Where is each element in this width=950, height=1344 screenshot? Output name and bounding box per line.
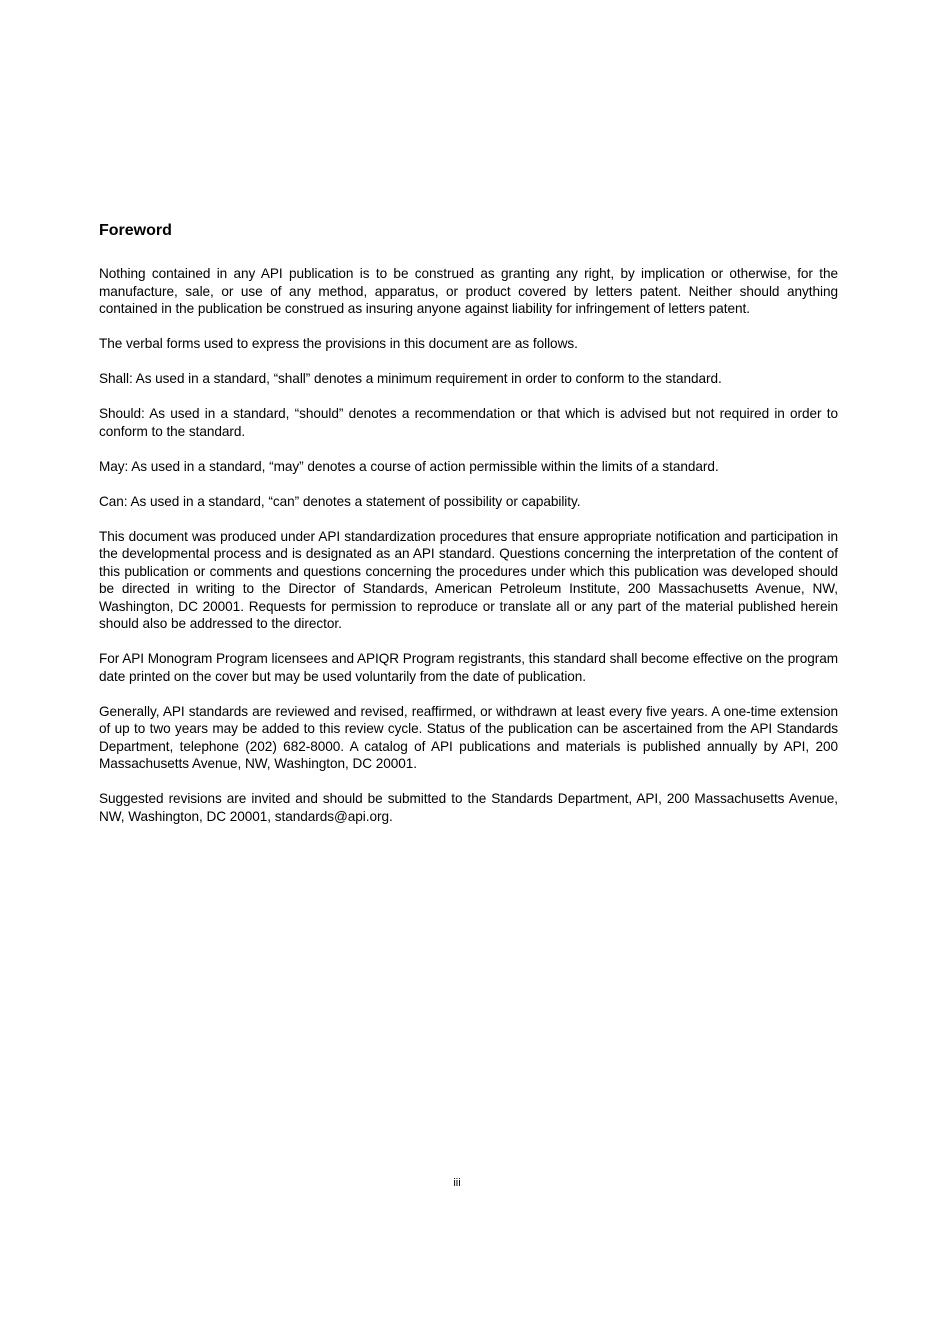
paragraph-verbal-forms-intro: The verbal forms used to express the provisions in this document are as follows. xyxy=(99,336,578,351)
paragraph-monogram-effective-date: For API Monogram Program licensees and APIQR Program registrants, this standard shall become effective on the program date printed on the cover but may be used voluntarily from the date of publication. xyxy=(99,651,838,684)
paragraph-standardization-procedures: This document was produced under API standardization procedures that ensure appropriate notification and participation in the developmental process and is designated as an API standard. Questions concerning the interpretation of the content of this publication or comments and questions concerning the procedures under which this publication was developed should be directed in writing to the Director of Standards, American Petroleum Institute, 200 Massachusetts Avenue, NW, Washington, DC 20001. Requests for permission to reproduce or translate all or any part of the material published herein should also be addressed to the director. xyxy=(99,528,838,631)
paragraph-may-definition: May: As used in a standard, “may” denotes a course of action permissible within the limits of a standard. xyxy=(99,458,719,474)
paragraph-shall-definition: Shall: As used in a standard, “shall” denotes a minimum requirement in order to conform to the standard. xyxy=(99,371,722,386)
paragraph-should-definition: Should: As used in a standard, “should” denotes a recommendation or that which is advised but not required in order to conform to the standard. xyxy=(99,406,838,439)
paragraph-suggested-revisions: Suggested revisions are invited and should be submitted to the Standards Department, API, 200 Massachusetts Avenue, NW, Washington, DC 20001, standards@api.org. xyxy=(99,791,838,824)
paragraph-can-definition: Can: As used in a standard, “can” denotes a statement of possibility or capability. xyxy=(99,493,581,509)
page-title: Foreword xyxy=(99,222,172,239)
page-number: iii xyxy=(453,1177,461,1189)
foreword-body xyxy=(99,265,838,843)
paragraph-patent-disclaimer: Nothing contained in any API publication is to be construed as granting any right, by implication or otherwise, for the manufacture, sale, or use of any method, apparatus, or product covered by letters patent. Neither should anything contained in the publication be construed as insuring anyone against liability for infringement of letters patent. xyxy=(99,266,838,316)
paragraph-review-cycle: Generally, API standards are reviewed and revised, reaffirmed, or withdrawn at least every five years. A one-time extension of up to two years may be added to this review cycle. Status of the publication can be ascertained from the API Standards Department, telephone (202) 682-8000. A catalog of API publications and materials is published annually by API, 200 Massachusetts Avenue, NW, Washington, DC 20001. xyxy=(99,703,838,771)
